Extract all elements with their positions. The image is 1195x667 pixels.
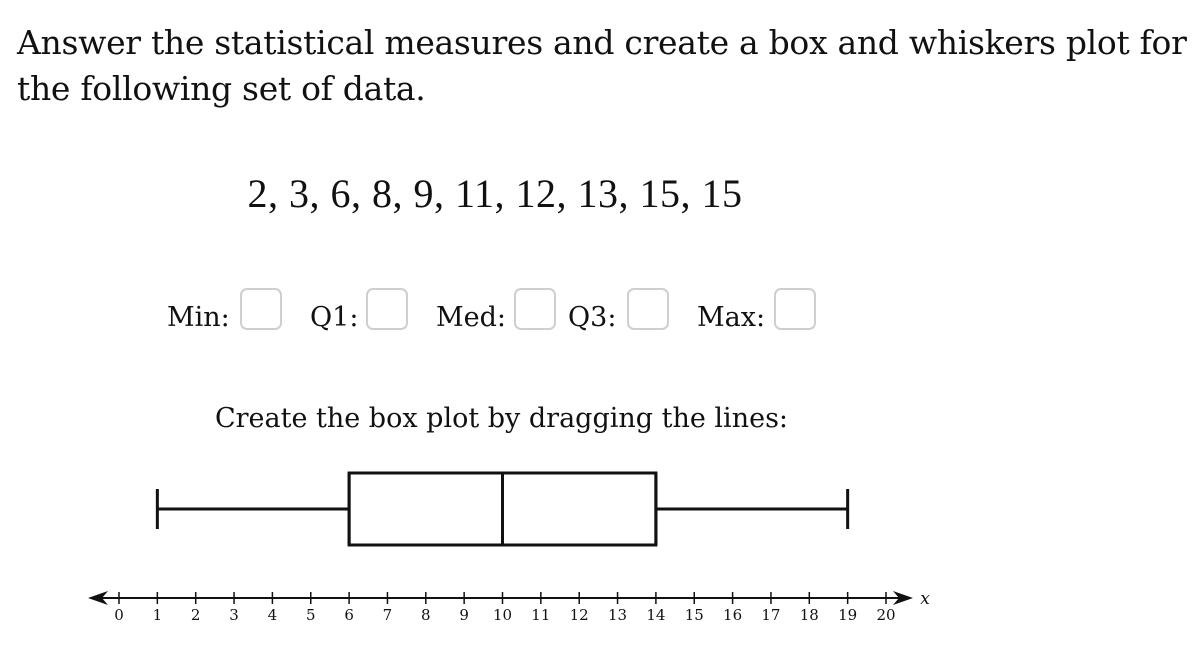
tick-label: 19 (838, 606, 858, 624)
number-line (88, 589, 930, 624)
tick-label: 1 (152, 606, 163, 624)
q1-input[interactable] (366, 288, 408, 330)
dataset-values: 2, 3, 6, 8, 9, 11, 12, 13, 15, 15 (247, 171, 743, 216)
tick-label: 20 (876, 606, 896, 624)
axis-label: x (920, 589, 930, 609)
box-plot (157, 473, 847, 545)
median-label: Med: (436, 302, 507, 333)
tick-label: 8 (421, 606, 431, 624)
tick-label: 9 (459, 606, 469, 624)
tick-label: 4 (267, 606, 278, 624)
median-input[interactable] (514, 288, 556, 330)
tick-label: 14 (646, 606, 666, 624)
tick-label: 0 (114, 606, 124, 624)
tick-label: 10 (492, 606, 513, 624)
tick-label: 3 (229, 606, 239, 624)
tick-label: 16 (723, 606, 743, 624)
tick-label: 5 (305, 606, 316, 624)
tick-label: 17 (761, 606, 781, 624)
max-input[interactable] (774, 288, 816, 330)
tick-label: 13 (608, 606, 628, 624)
q3-label: Q3: (568, 302, 617, 333)
q1-label: Q1: (310, 302, 359, 333)
tick-label: 7 (382, 606, 393, 624)
question-text: Answer the statistical measures and create a box and whiskers plot for the following set of data. (17, 23, 1187, 108)
tick-label: 12 (569, 606, 589, 624)
tick-label: 18 (799, 606, 819, 624)
q3-input[interactable] (627, 288, 669, 330)
instruction-text: Create the box plot by dragging the lines: (214, 403, 789, 434)
tick-label: 2 (190, 606, 201, 624)
tick-label: 11 (531, 606, 551, 624)
min-label: Min: (167, 302, 230, 333)
tick-label: 6 (344, 606, 354, 624)
max-label: Max: (697, 302, 766, 333)
min-input[interactable] (240, 288, 282, 330)
tick-label: 15 (684, 606, 704, 624)
box-plot-area (0, 460, 1000, 640)
